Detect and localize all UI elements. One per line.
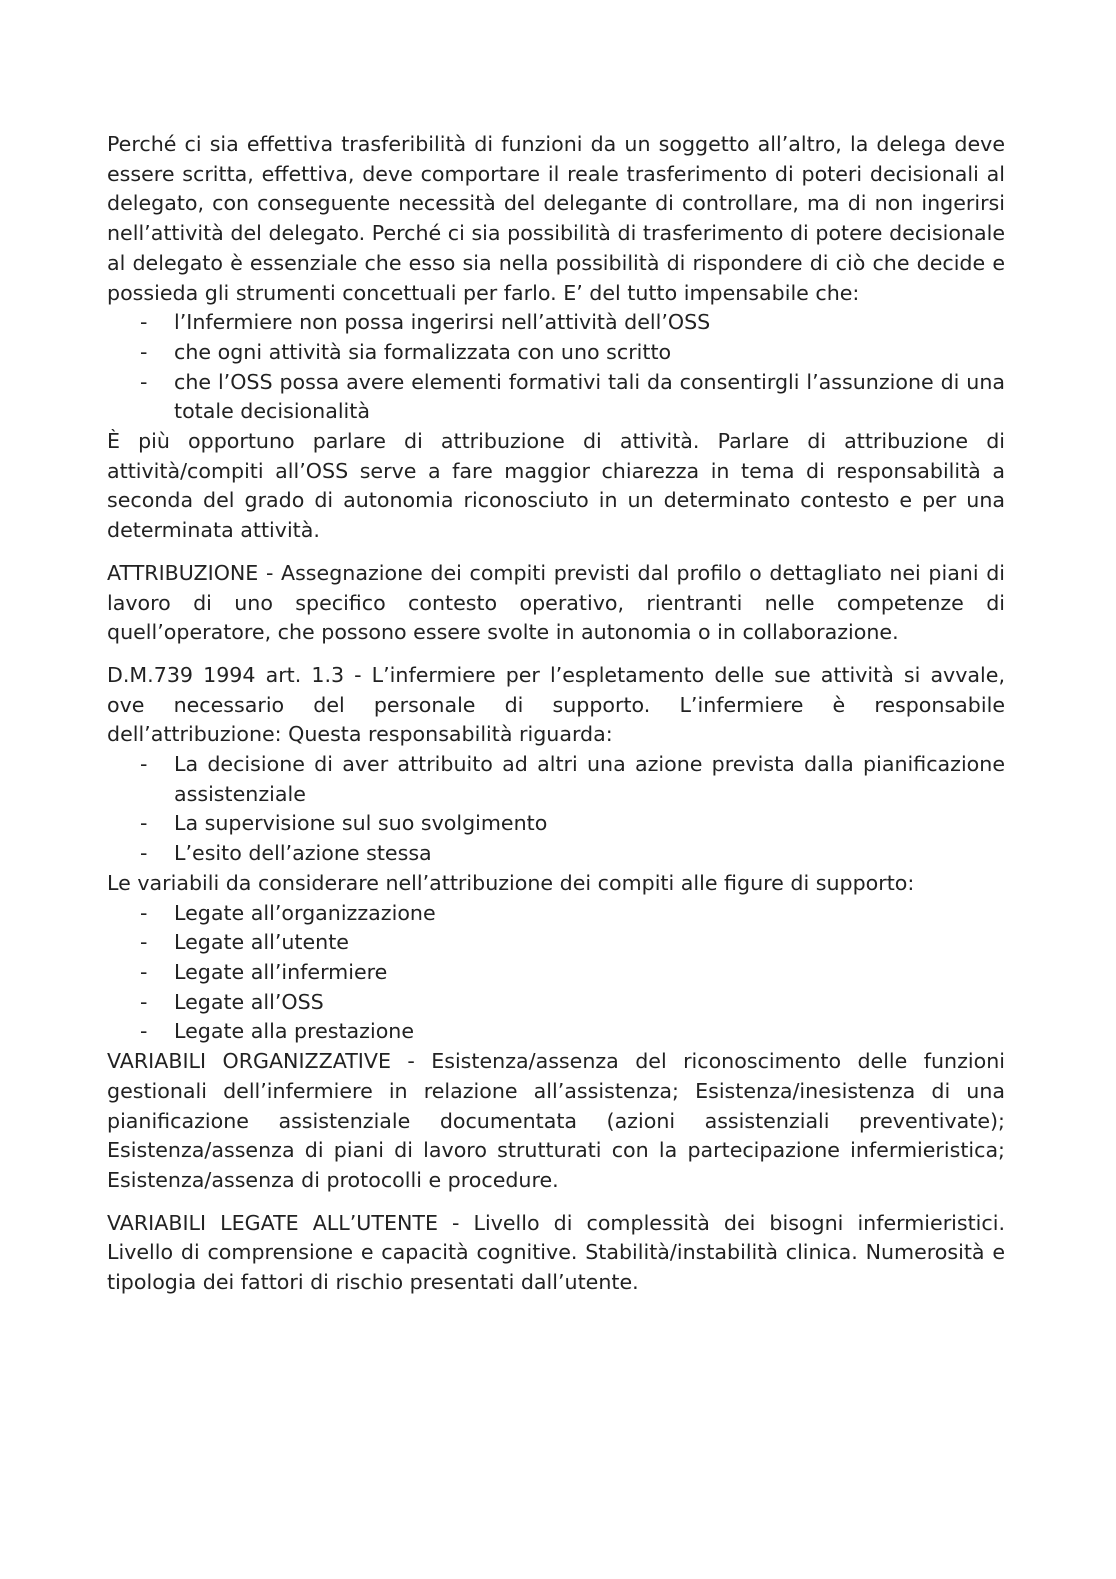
list-item: - Legate alla prestazione — [107, 1017, 1005, 1047]
paragraph-variabili-organizzative: VARIABILI ORGANIZZATIVE - Esistenza/assenza del riconoscimento delle funzioni gestionali dell’infermiere in relazione all’assistenza; Esistenza/inesistenza di una pianificazione assistenziale documentata (azioni assistenziali preventivate); Esistenza/assenza di piani di lavoro strutturati con la partecipazione infermieristica; Esistenza/assenza di protocolli e procedure. — [107, 1049, 1005, 1192]
paragraph-definizione-attribuzione: ATTRIBUZIONE - Assegnazione dei compiti previsti dal profilo o dettagliato nei piani di lavoro di uno specifico contesto operativo, rientranti nelle competenze di quell’operatore, che possono essere svolte in autonomia o in collaborazione. — [107, 560, 1005, 645]
list-responsabilita — [107, 750, 1005, 869]
list-item: - L’esito dell’azione stessa — [107, 839, 1005, 869]
list-item: - l’Infermiere non possa ingerirsi nell’attività dell’OSS — [107, 308, 1005, 338]
list-variabili — [107, 899, 1005, 1048]
document-body — [107, 130, 1005, 1298]
list-item: - che l’OSS possa avere elementi formativi tali da consentirgli l’assunzione di una totale decisionalità — [107, 368, 1005, 427]
list-item: - La decisione di aver attribuito ad altri una azione prevista dalla pianificazione assistenziale — [107, 750, 1005, 809]
list-item: - Legate all’organizzazione — [107, 899, 1005, 929]
paragraph-variabili-utente: VARIABILI LEGATE ALL’UTENTE - Livello di complessità dei bisogni infermieristici. Livello di comprensione e capacità cognitive. Stabilità/instabilità clinica. Numerosità e tipologia dei fattori di rischio presentati dall’utente. — [107, 1210, 1005, 1295]
list-item: - che ogni attività sia formalizzata con uno scritto — [107, 338, 1005, 368]
paragraph-dm-739: D.M.739 1994 art. 1.3 - L’infermiere per l’espletamento delle sue attività si avvale, ove necessario del personale di supporto. L’infermiere è responsabile dell’attribuzione: Questa responsabilità riguarda: — [107, 662, 1005, 747]
list-item: - Legate all’infermiere — [107, 958, 1005, 988]
list-impensabile — [107, 308, 1005, 427]
paragraph-attribuzione-attivita: È più opportuno parlare di attribuzione di attività. Parlare di attribuzione di attività/compiti all’OSS serve a fare maggior chiarezza in tema di responsabilità a seconda del grado di autonomia riconosciuto in un determinato contesto e per una determinata attività. — [107, 429, 1005, 543]
list-item: - Legate all’utente — [107, 928, 1005, 958]
list-item: - La supervisione sul suo svolgimento — [107, 809, 1005, 839]
paragraph-variabili-intro: Le variabili da considerare nell’attribuzione dei compiti alle figure di supporto: — [107, 870, 915, 895]
list-item: - Legate all’OSS — [107, 988, 1005, 1018]
paragraph-delega: Perché ci sia effettiva trasferibilità di funzioni da un soggetto all’altro, la delega deve essere scritta, effettiva, deve comportare il reale trasferimento di poteri decisionali al delegato, con conseguente necessità del delegante di controllare, ma di non ingerirsi nell’attività del delegato. Perché ci sia possibilità di trasferimento di potere decisionale al delegato è essenziale che esso sia nella possibilità di rispondere di ciò che decide e possieda gli strumenti concettuali per farlo. E’ del tutto impensabile che: — [107, 132, 1005, 305]
